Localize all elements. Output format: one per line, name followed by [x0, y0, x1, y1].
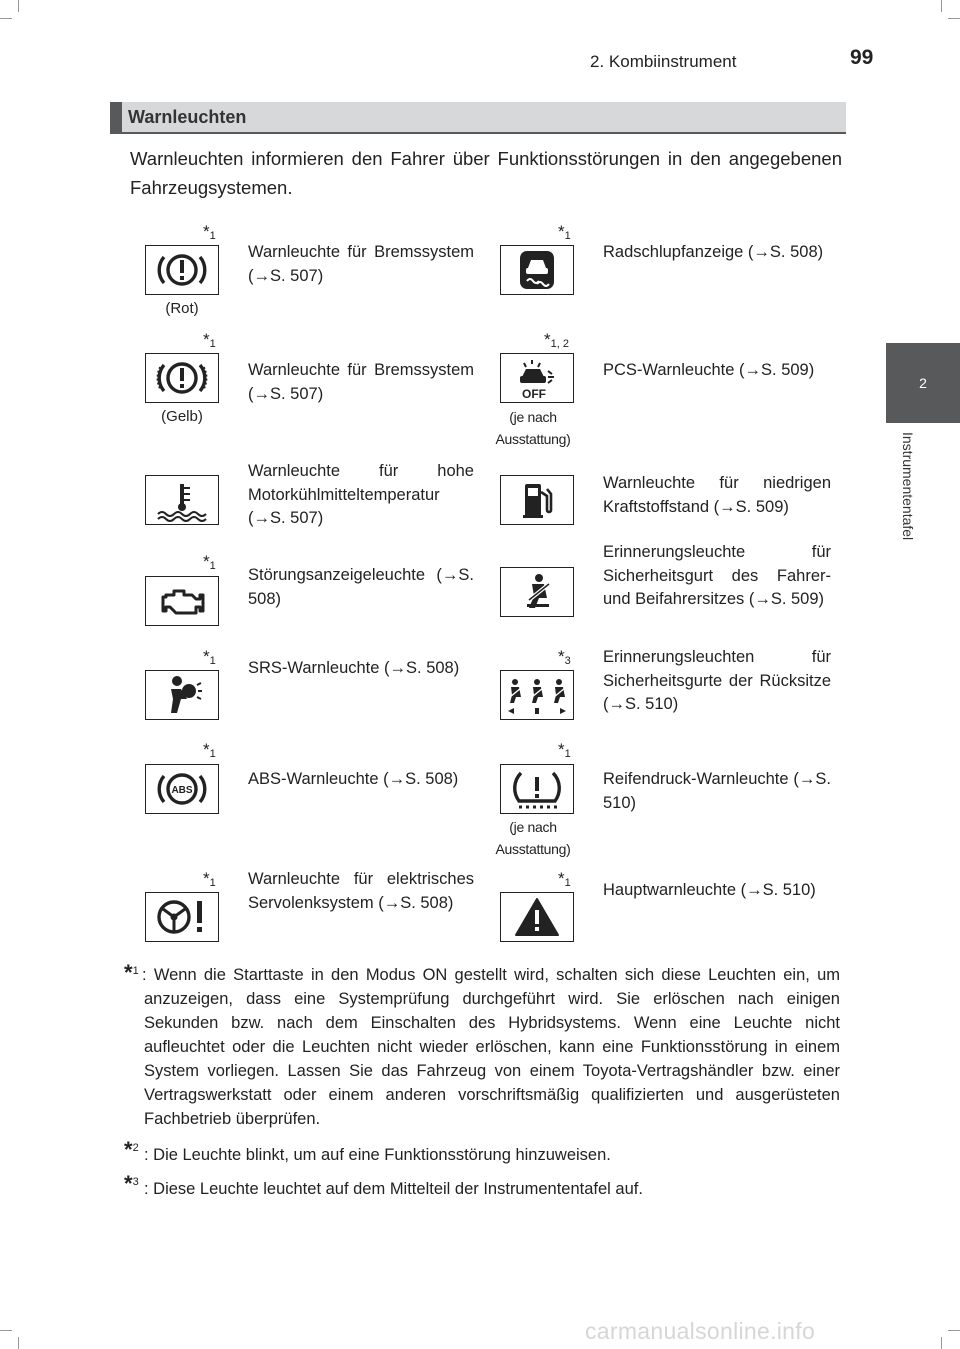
slip-indicator-icon	[517, 248, 557, 292]
section-title: Warnleuchten	[128, 107, 247, 127]
footnote-text: : Wenn die Starttaste in den Modus ON gestellt wird, schalten sich diese Leuchten ein, um anzuzeigen, dass eine Systemprüfung durchgeführt wird. Sie erlöschen nach einigen Sekunden bzw. nach dem Einschalten des Hybridsystems. Wenn eine Leuchte nicht aufleuchtet oder die Leuchten nicht wieder erlöschen, kann eine Funktionsstörung in einem System vorliegen. Lassen Sie das Fahrzeug von einem Toyota-Vertragshändler bzw. einer Vertragswerkstatt oder einem anderen vorschriftsmäßig qualifizierten und ausgerüsteten Fachbetrieb überprüfen.	[142, 966, 840, 1128]
svg-text:OFF: OFF	[522, 387, 546, 401]
footnote-text: : Diese Leuchte leuchtet auf dem Mittelteil der Instrumententafel auf.	[144, 1180, 643, 1198]
light-icon-box	[145, 670, 219, 720]
rear-seatbelt-icon	[502, 673, 572, 717]
footnote-marker: $*_1$	[203, 647, 216, 667]
tire-pressure-icon	[507, 767, 567, 811]
light-icon-box	[145, 353, 219, 403]
page-number: 99	[850, 46, 874, 69]
intro-paragraph: Warnleuchten informieren den Fahrer über Funktionsstörungen in den angegebenen Fahrzeugsystemen.	[130, 148, 842, 198]
light-sublabel: (je nach Ausstattung)	[495, 409, 571, 447]
light-icon-box	[145, 475, 219, 525]
engine-check-icon	[152, 579, 212, 623]
footnote-text: : Die Leuchte blinkt, um auf eine Funktionsstörung hinzuweisen.	[144, 1146, 611, 1164]
light-icon-box	[145, 892, 219, 942]
light-icon-box	[500, 567, 574, 617]
light-icon-box	[500, 670, 574, 720]
light-description: Warnleuchte für hohe Motorkühlmitteltemperatur (→S. 507)	[248, 462, 474, 527]
light-description: Störungsanzeigeleuchte (→S. 508)	[248, 566, 474, 608]
light-description: Erinnerungsleuchten für Sicherheitsgurte der Rücksitze (→S. 510)	[603, 648, 831, 713]
light-description: Hauptwarnleuchte (→S. 510)	[603, 881, 816, 899]
light-icon-box	[500, 245, 574, 295]
footnote-marker: $*_1$	[558, 740, 571, 760]
light-description: Erinnerungsleuchte für Sicherheitsgurt des Fahrer- und Beifahrersitzes (→S. 509)	[603, 543, 831, 608]
airbag-icon	[157, 673, 207, 717]
footnote-marker: $*_{1, 2}$	[544, 330, 569, 350]
light-description: Warnleuchte für Bremssystem (→S. 507)	[248, 361, 474, 403]
footnote-marker: $*_1$	[203, 330, 216, 350]
crop-mark	[18, 1337, 19, 1349]
fuel-pump-icon	[517, 478, 557, 522]
footnote-marker: $*_1$	[558, 869, 571, 889]
brake-system-icon	[149, 356, 215, 400]
light-description: Radschlupfanzeige (→S. 508)	[603, 243, 824, 261]
power-steering-icon	[150, 895, 214, 939]
light-sublabel: (Rot)	[165, 300, 199, 317]
light-description: Reifendruck-Warnleuchte (→S. 510)	[603, 770, 831, 812]
chapter-tab[interactable]	[886, 343, 960, 423]
light-icon-box	[145, 245, 219, 295]
light-icon-box	[145, 576, 219, 626]
light-sublabel: (je nach Ausstattung)	[495, 819, 571, 857]
light-description: Warnleuchte für elektrisches Servolenksystem (→S. 508)	[248, 870, 474, 912]
light-description: SRS-Warnleuchte (→S. 508)	[248, 659, 460, 677]
chapter-number: 2	[919, 375, 927, 391]
footnote-mark: $*_3$	[124, 1171, 139, 1196]
light-icon-box	[145, 764, 219, 814]
brake-warning-icon	[149, 248, 215, 292]
watermark: carmanualsonline.info	[585, 1318, 816, 1344]
svg-text:ABS: ABS	[171, 785, 193, 796]
crop-mark	[941, 1337, 942, 1349]
section-heading	[110, 102, 846, 134]
seatbelt-icon	[515, 570, 559, 614]
light-icon-box	[500, 353, 574, 403]
light-icon-box	[500, 892, 574, 942]
light-description: PCS-Warnleuchte (→S. 509)	[603, 361, 815, 379]
footnote-marker: $*_1$	[203, 552, 216, 572]
light-icon-box	[500, 475, 574, 525]
chapter-label: Instrumententafel	[900, 432, 916, 541]
crop-mark	[0, 1330, 12, 1331]
light-sublabel: (Gelb)	[161, 408, 203, 425]
footnote-marker: $*_1$	[203, 869, 216, 889]
footnote-marker: $*_1$	[203, 740, 216, 760]
pcs-off-icon	[512, 355, 562, 401]
footnote-marker: $*_3$	[558, 647, 571, 667]
crop-mark	[941, 0, 942, 12]
master-warning-icon	[512, 895, 562, 939]
footnote-mark: $*_1$	[124, 960, 139, 985]
crop-mark	[0, 18, 12, 19]
abs-icon	[149, 767, 215, 811]
crop-mark	[948, 18, 960, 19]
crop-mark	[948, 1330, 960, 1331]
light-icon-box	[500, 764, 574, 814]
light-description: Warnleuchte für niedrigen Kraftstoffstand (→S. 509)	[603, 474, 831, 516]
light-description: ABS-Warnleuchte (→S. 508)	[248, 770, 459, 788]
footnote-marker: $*_1$	[558, 222, 571, 242]
coolant-temperature-icon	[152, 478, 212, 522]
footnote-marker: $*_1$	[203, 222, 216, 242]
crop-mark	[18, 0, 19, 12]
page-header-section: 2. Kombiinstrument	[590, 52, 737, 71]
light-description: Warnleuchte für Bremssystem (→S. 507)	[248, 243, 474, 285]
footnote-mark: $*_2$	[124, 1137, 139, 1162]
